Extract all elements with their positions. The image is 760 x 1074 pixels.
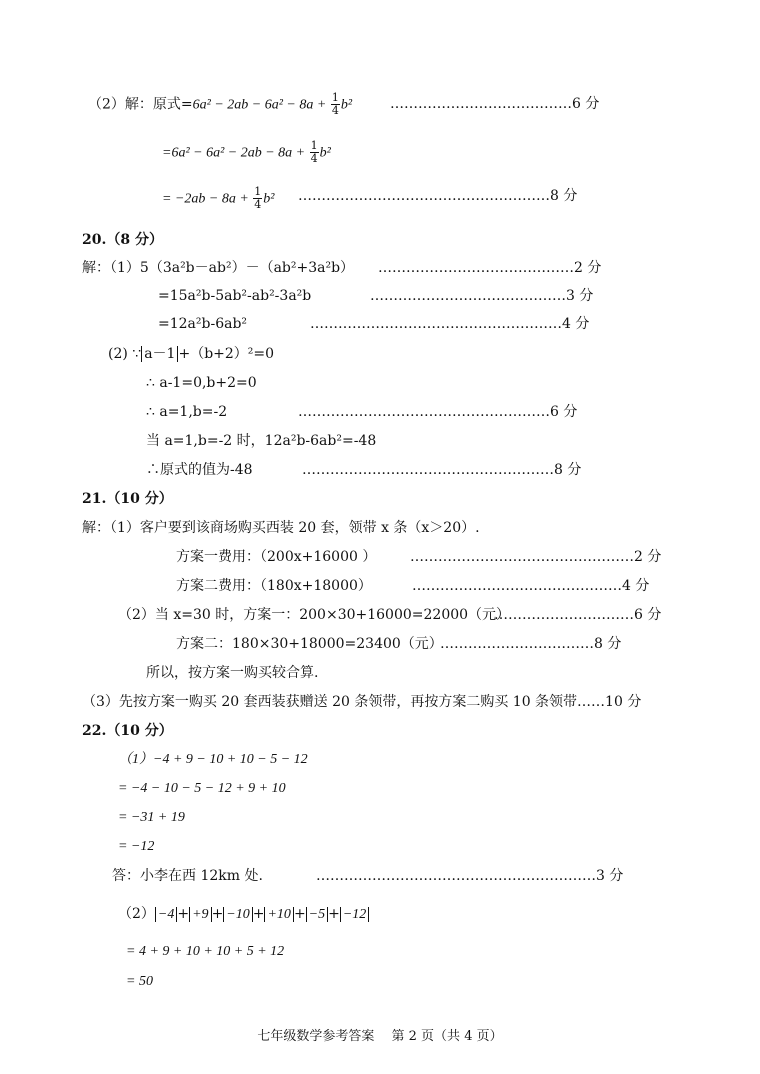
plus-sign: + bbox=[177, 906, 190, 922]
plus-sign: + bbox=[328, 906, 340, 922]
q19-expr1: 6a² − 2ab − 6a² − 8a + bbox=[192, 97, 330, 113]
q20-line2: =15a²b-5ab²-ab²-3a²b bbox=[158, 288, 312, 304]
q22-line2: = −4 − 10 − 5 − 12 + 9 + 10 bbox=[118, 781, 286, 796]
q21-line6: 所以，按方案一购买较合算. bbox=[146, 665, 319, 681]
q20-line6: ∴ a=1,b=-2 bbox=[146, 404, 228, 420]
q22-points5: ……………………………………………………3 分 bbox=[316, 868, 624, 884]
q20-points8: ………………………………………………8 分 bbox=[302, 462, 582, 478]
q19-expr3: = −2ab − 8a + bbox=[162, 191, 253, 207]
q22-line3: = −31 + 19 bbox=[118, 810, 185, 825]
abs-term: −5 bbox=[306, 907, 328, 922]
frac-num: 1 bbox=[254, 185, 262, 198]
q20-points1: ……………………………………2 分 bbox=[378, 260, 602, 276]
q20-because: (2) ∵ bbox=[108, 346, 142, 362]
q21-line5: 方案二：180×30+18000=23400（元） bbox=[176, 636, 443, 652]
q20-line4 bbox=[108, 344, 274, 364]
q20-line3: =12a²b-6ab² bbox=[158, 316, 248, 332]
q21-points4: …………………………6 分 bbox=[494, 607, 662, 623]
abs-term: −10 bbox=[223, 907, 252, 922]
q22-title: 22.（10 分） bbox=[82, 723, 173, 739]
abs-term: +10 bbox=[264, 907, 293, 922]
q21-line1: 解：（1）客户要到该商场购买西装 20 套，领带 x 条（x＞20）. bbox=[82, 520, 480, 536]
q19-line2 bbox=[162, 140, 331, 165]
q20-points6: ………………………………………………6 分 bbox=[298, 404, 578, 420]
abs-term: −4 bbox=[155, 907, 177, 922]
q21-points5: ……………………………8 分 bbox=[440, 636, 622, 652]
q22-part2-label: （2） bbox=[118, 906, 155, 922]
q19-points1: …………………………………6 分 bbox=[390, 96, 600, 112]
q19-line1 bbox=[88, 92, 352, 117]
q19-tail1: b² bbox=[340, 97, 353, 113]
q22-line4: = −12 bbox=[118, 839, 155, 854]
q21-title: 21.（10 分） bbox=[82, 491, 173, 507]
q19-label: （2）解：原式= bbox=[88, 96, 193, 113]
plus-sign: + bbox=[252, 906, 265, 922]
q20-points2: ……………………………………3 分 bbox=[370, 288, 594, 304]
q20-line4-rest: +（b+2）²=0 bbox=[178, 346, 275, 362]
q20-line7: 当 a=1,b=-2 时，12a²b-6ab²=-48 bbox=[146, 433, 377, 449]
q19-fraction1 bbox=[331, 92, 340, 117]
q21-line4: （2）当 x=30 时，方案一：200×30+16000=22000（元） bbox=[118, 607, 511, 623]
frac-den: 4 bbox=[254, 198, 262, 211]
q22-line8: = 50 bbox=[126, 974, 153, 989]
q20-line1: 解：（1）5（3a²b－ab²）－（ab²+3a²b） bbox=[82, 260, 355, 276]
q19-tail3: b² bbox=[263, 191, 275, 207]
frac-den: 4 bbox=[310, 152, 318, 165]
q22-line6 bbox=[118, 904, 369, 925]
frac-den: 4 bbox=[331, 104, 339, 117]
q19-expr2: =6a² − 6a² − 2ab − 8a + bbox=[162, 145, 309, 161]
q19-points3: ………………………………………………8 分 bbox=[298, 188, 578, 204]
plus-sign: + bbox=[293, 906, 306, 922]
q21-line3: 方案二费用：（180x+18000） bbox=[176, 578, 372, 594]
abs-term: +9 bbox=[189, 907, 211, 922]
q22-line5: 答：小李在西 12km 处. bbox=[112, 868, 263, 884]
frac-num: 1 bbox=[310, 139, 318, 152]
abs-term: −12 bbox=[340, 907, 369, 922]
q21-line7: （3）先按方案一购买 20 套西装获赠送 20 条领带，再按方案二购买 10 条领带……10 分 bbox=[82, 694, 642, 710]
q20-line8: ∴原式的值为-48 bbox=[146, 462, 253, 478]
q19-tail2: b² bbox=[319, 145, 331, 161]
q19-fraction2 bbox=[310, 140, 319, 165]
plus-sign: + bbox=[211, 906, 224, 922]
page-footer: 七年级数学参考答案 第 2 页（共 4 页） bbox=[257, 1029, 503, 1044]
q19-line3 bbox=[162, 186, 275, 211]
q19-fraction3 bbox=[253, 186, 262, 211]
q20-title: 20.（8 分） bbox=[82, 232, 163, 248]
q20-line5: ∴ a-1=0,b+2=0 bbox=[146, 375, 257, 391]
q21-points3: ………………………………………4 分 bbox=[412, 578, 650, 594]
q22-line1: （1）−4 + 9 − 10 + 10 − 5 − 12 bbox=[118, 752, 308, 767]
frac-num: 1 bbox=[331, 91, 339, 104]
q20-absolute: a－1 bbox=[141, 346, 178, 362]
q21-points2: …………………………………………2 分 bbox=[410, 549, 662, 565]
q20-points3: ………………………………………………4 分 bbox=[310, 316, 590, 332]
q21-line2: 方案一费用：（200x+16000 ） bbox=[176, 549, 377, 565]
q22-line7: = 4 + 9 + 10 + 10 + 5 + 12 bbox=[126, 944, 285, 959]
